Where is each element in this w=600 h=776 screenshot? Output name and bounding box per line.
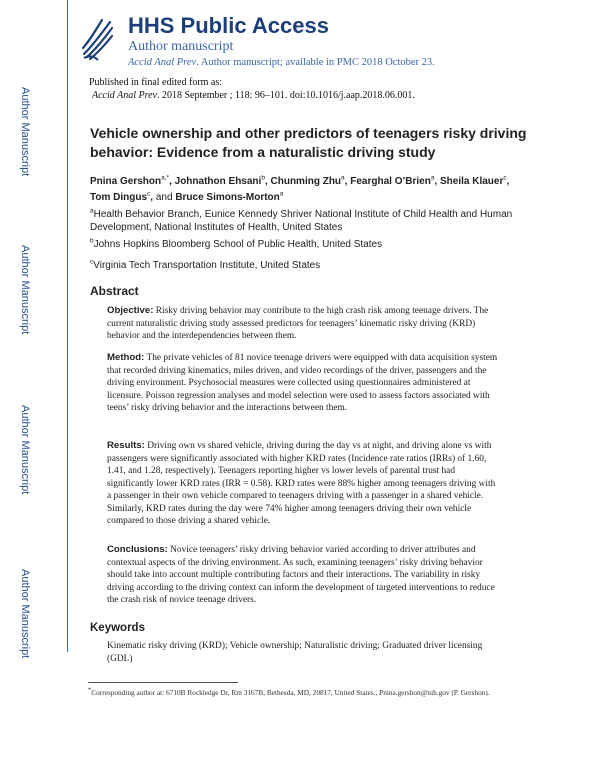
abstract-method: Method: The private vehicles of 81 novice teenage drivers were equipped with data acquisition system that recorded driving kinematics, miles driven, and video recordings of the driver, passengers and the driving environment. Psychosocial measures were collected using questionnaires administered at licensure. Poisson regression analyses and model selection were used to assess factors associated with teens’ risky driving behavior and the interactions between them. bbox=[107, 352, 498, 413]
side-label-author-manuscript: Author Manuscript bbox=[19, 245, 31, 335]
keywords-text: Kinematic risky driving (KRD); Vehicle ownership; Naturalistic driving; Graduated driver licensing (GDL) bbox=[107, 641, 483, 664]
footnote-rule bbox=[88, 682, 238, 683]
abstract-objective: Objective: Risky driving behavior may contribute to the high crash risk among teenage drivers. The current naturalistic driving study assessed predictors for teenagers’ kinematic risky driving (KRD) behavior and the interdependencies between them. bbox=[107, 305, 489, 341]
citation-line: Accid Anal Prev. 2018 September ; 118: 96–101. doi:10.1016/j.aap.2018.06.001. bbox=[92, 90, 415, 101]
affiliation-a: $^a$Health Behavior Branch, Eunice Kennedy Shriver National Institute of Child Health and Human Development, National Institutes of Health, United States bbox=[90, 207, 513, 233]
journal-availability-line: Accid Anal Prev. Author manuscript; available in PMC 2018 October 23. bbox=[128, 57, 435, 68]
affiliation-b: $^b$Johns Hopkins Bloomberg School of Public Health, United States bbox=[90, 237, 383, 250]
author-manuscript-subtitle: Author manuscript bbox=[128, 39, 234, 54]
corresponding-author-footnote: *Corresponding author at: 6710B Rockledge Dr, Rm 3167B, Bethesda, MD, 20817, United States., Pnina.gershon@nih.gov (P. Gershon). bbox=[88, 686, 490, 697]
side-label-author-manuscript: Author Manuscript bbox=[19, 405, 31, 495]
article-title: Vehicle ownership and other predictors of teenagers risky driving behavior: Evidence from a naturalistic driving study bbox=[90, 125, 527, 160]
margin-rule bbox=[67, 0, 68, 652]
author-list: Pnina Gershon$^{a,*}$, Johnathon Ehsani$^b$, Chunming Zhu$^a$, Fearghal O’Brien$^a$, Sheila Klauer$^c$, Tom Dingus$^c$, and Bruce Simons-Morton$^a$ bbox=[90, 174, 510, 203]
abstract-conclusions: Conclusions: Novice teenagers’ risky driving behavior varied according to driver attributes and contextual aspects of the driving environment. As such, examining teenagers’ risky driving behavior should take into account multiple contributing factors and their interactions. The variability in risky driving according to the driving context can inform the development of targeted interventions to reduce the crash risk of novice teenage drivers. bbox=[107, 544, 495, 605]
affiliation-c: $^c$Virginia Tech Transportation Institute, United States bbox=[90, 258, 321, 271]
side-label-author-manuscript: Author Manuscript bbox=[19, 87, 31, 177]
hhs-eagle-logo-icon bbox=[80, 14, 114, 62]
published-in-label: Published in final edited form as: bbox=[89, 77, 223, 88]
abstract-heading: Abstract bbox=[90, 284, 139, 298]
keywords-heading: Keywords bbox=[90, 622, 145, 634]
abstract-results: Results: Driving own vs shared vehicle, driving during the day vs at night, and driving alone vs with passengers were significantly associated with higher KRD rates (Incidence rate ratios (IRRs) of 1.60, 1.41, and 1.28, respectively). Teenagers reporting higher vs lower levels of parental trust had significantly lower KRD rates (IRR = 0.58). KRD rates were 88% higher among teenagers driving with a passenger in their own vehicle compared to teenagers driving with a passenger in a shared vehicle. Similarly, KRD rates during the day were 74% higher among teenagers driving their own vehicle compared to those driving a shared vehicle. bbox=[107, 440, 496, 526]
hhs-public-access-title: HHS Public Access bbox=[128, 13, 329, 38]
side-label-author-manuscript: Author Manuscript bbox=[19, 569, 31, 659]
